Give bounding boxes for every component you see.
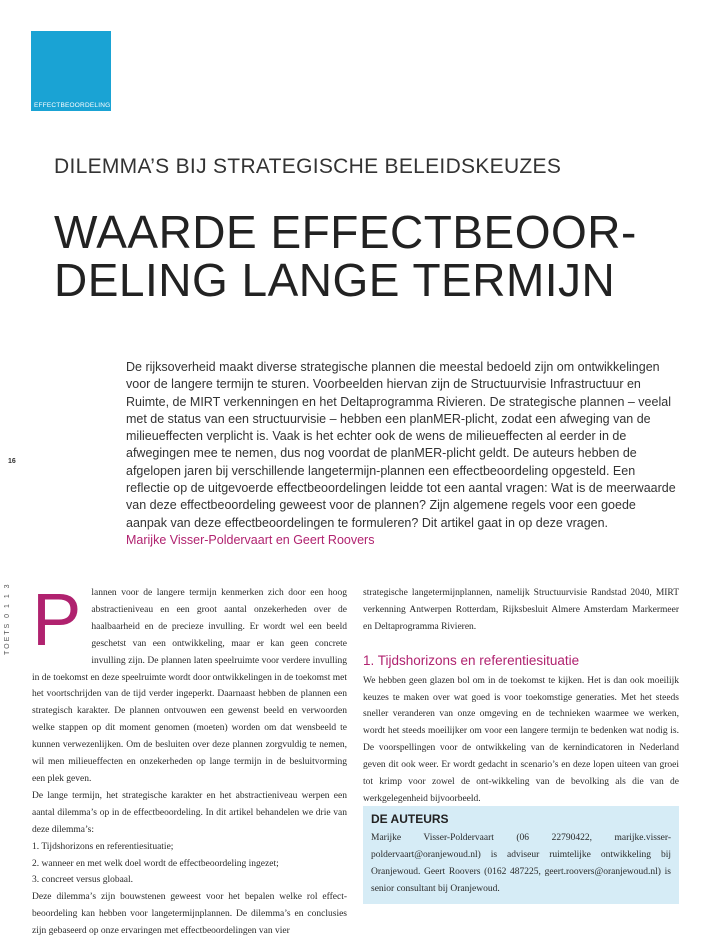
body-paragraph: Deze dilemma’s zijn bouwstenen geweest voor het bepalen welke rol effect-beoordeling kan hebben voor langetermijnplannen. De dilemma’s en conclusies zijn gebaseerd op onze ervaringen met effectbeoordelingen van vier — [32, 892, 347, 937]
byline: Marijke Visser-Poldervaart en Geert Roovers — [126, 532, 375, 547]
headline — [54, 208, 637, 304]
body-column-right — [363, 585, 679, 808]
authors-box-title: DE AUTEURS — [371, 812, 449, 826]
lead-paragraph — [126, 359, 678, 549]
body-paragraph: lannen voor de langere termijn kenmerken zich door een hoog abstractieniveau en een groot aantal onzekerheden over de haalbaarheid en de precieze invulling. Er wordt wel een beeld geschetst van een ontwikkeling, maar er kan geen concrete invulling zijn. De plannen laten speelruimte voor verdere invulling in de toekomst en deze speelruimte wordt door ontwikkelingen in de toekomst met het voortschrijden van de tijd verder ingeperkt. Daarnaast hebben de plannen een strategisch karakter. De plannen ontvouwen een gewenst beeld en verwoorden welke stappen op dit moment genomen (moeten) worden om dat wensbeeld te kunnen verwezenlijken. Om de besluiten over deze plannen zorgvuldig te nemen, wil men milieueffecten en onzekerheden op lange termijn in de besluitvorming een plek geven. — [32, 588, 347, 784]
list-item: 2. wanneer en met welk doel wordt de effectbeoordeling ingezet; — [32, 858, 279, 869]
authors-box — [363, 806, 679, 904]
list-item: 1. Tijdshorizons en referentiesituatie; — [32, 841, 174, 852]
page-number: 16 — [8, 458, 16, 465]
authors-box-text: Marijke Visser-Poldervaart (06 22790422, marijke.visser-poldervaart@oranjewoud.nl) is adviseur ruimtelijke ontwikkeling bij Oranjewoud. Geert Roovers (0162 487225, geert.roovers@oranjewoud.nl) is senior consultant bij Oranjewoud. — [371, 833, 671, 894]
journal-id: TOETS 0 1 1 3 — [4, 582, 11, 655]
body-paragraph: De lange termijn, het strategische karakter en het abstractieniveau werpen een aantal dilemma’s op in de effectbeoordeling. In dit artikel behandelen we drie van deze dilemma’s: — [32, 790, 347, 835]
lead-text: De rijksoverheid maakt diverse strategische plannen die meestal bedoeld zijn om ontwikkelingen voor de langere termijn te sturen. Voorbeelden hiervan zijn de Structuurvisie Infrastructuur en Ruimte, de MIRT verkenningen en het Deltaprogramma Rivieren. De strategische plannen – veelal met de status van een structuurvisie – hebben een planMER-plicht, zodat een afweging van de milieueffecten verplicht is. Vaak is het echter ook de wens de milieueffecten al eerder in de afwegingen mee te nemen, dus nog voordat de planMER-plicht geldt. De auteurs hebben de afgelopen jaren bij verschillende langetermijn-plannen een effectbeoordeling opgesteld. Een reflectie op de uitgevoerde effectbeoordelingen leidde tot een aantal vragen: Wat is de meerwaarde van deze effectbeoordeling geweest voor de plannen? Zijn algemene regels voor een goede aanpak van deze effectbeoordelingen te formuleren? Dit artikel gaat in op deze vragen. — [126, 360, 676, 530]
body-paragraph: strategische langetermijnplannen, namelijk Structuurvisie Randstad 2040, MIRT verkenning Antwerpen Rotterdam, Rijksbesluit Almere Amsterdam Markermeer en Deltaprogramma Rivieren. — [363, 588, 679, 632]
headline-line-1: WAARDE EFFECTBEOOR- — [54, 206, 637, 258]
brand-square — [31, 31, 111, 101]
headline-line-2: DELING LANGE TERMIJN — [54, 254, 616, 306]
body-paragraph: We hebben geen glazen bol om in de toekomst te kijken. Het is dan ook moeilijk keuzes te maken over wat goed is voor toekomstige generaties. Met het steeds sneller veranderen van onze omgeving en de technieken waarmee we werken, wordt het steeds moeilijker om voor een langere termijn te bedenken wat nodig is. De voorspellingen voor de ontwikkeling van de kernindicatoren in Nederland geven dit ook weer. Er wordt gedacht in scenario’s en deze lopen uiteen van groei tot krimp voor zowel de ont-wikkeling van de bevolking als die van de werkgelegenheid bijvoorbeeld. — [363, 675, 679, 804]
section-tag: EFFECTBEOORDELING — [31, 101, 111, 111]
kicker: DILEMMA’S BIJ STRATEGISCHE BELEIDSKEUZES — [54, 155, 562, 178]
list-item: 3. concreet versus globaal. — [32, 875, 134, 886]
body-column-left — [32, 578, 347, 940]
drop-cap: P — [32, 578, 82, 661]
section-heading: 1. Tijdshorizons en referentiesituatie — [363, 652, 580, 668]
